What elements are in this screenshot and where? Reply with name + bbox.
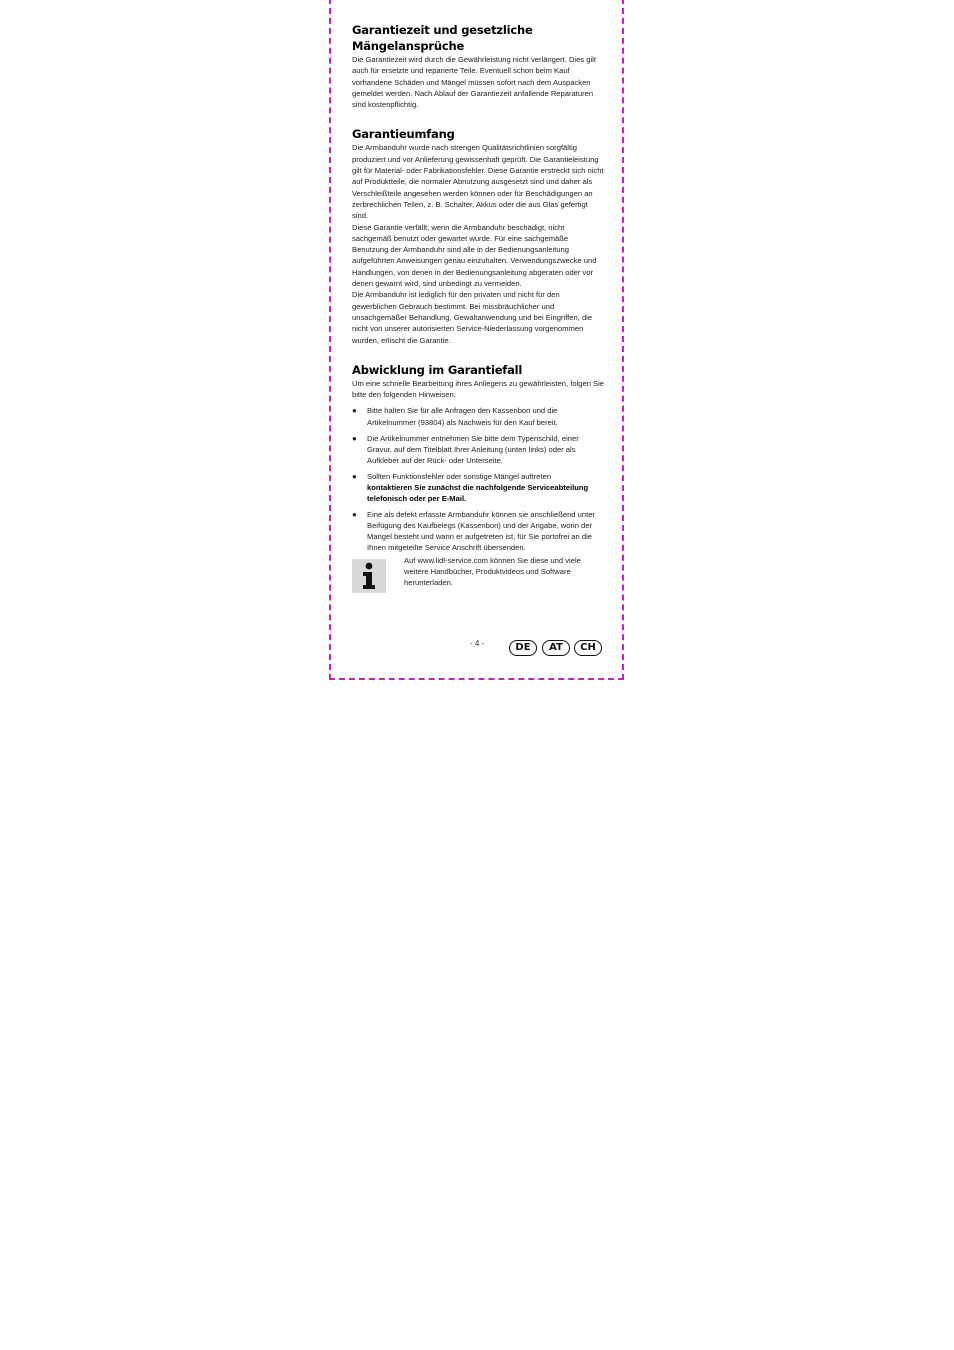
info-text: Auf www.lidl-service.com können Sie diese und viele weitere Handbücher, Produktvideos und Software herunterladen.: [404, 555, 581, 588]
instruction-list: [352, 405, 604, 553]
country-badge-de: DE: [509, 640, 537, 656]
paragraph: Die Armbanduhr wurde nach strengen Qualitätsrichtlinien sorgfältig produziert und vor Anlieferung gewissenhaft geprüft. Die Garantieleistung gilt für Material- oder Fabrikationsfehler. Diese Garantie erstreckt sich nicht auf Produktteile, die normaler Abnutzung ausgesetzt sind und daher als Verschleißteile angesehen werden können oder für Beschädigungen an zerbrechlichen Teilen, z. B. Schalter, Akkus oder die aus Glas gefertigt sind.: [352, 143, 604, 221]
country-badge-ch: CH: [574, 640, 602, 656]
section-intro: Um eine schnelle Bearbeitung ihres Anliegens zu gewährleisten, folgen Sie bitte den folgenden Hinweisen:: [352, 378, 605, 400]
paragraph: Diese Garantie verfällt, wenn die Armbanduhr beschädigt, nicht sachgemäß benutzt oder gewartet wurde. Für eine sachgemäße Benutzung der Armbanduhr sind alle in der Bedienungsanleitung aufgeführten Anweisungen genau einzuhalten. Verwendungszwecke und Handlungen, von denen in der Bedienungsanleitung abgeraten oder vor denen gewarnt wird, sind unbedingt zu vermeiden.: [352, 222, 597, 289]
bullet-icon: ●: [352, 510, 357, 520]
list-item: [352, 509, 604, 553]
bullet-icon: ●: [352, 471, 357, 481]
section-warranty-claim: [352, 362, 604, 595]
bullet-icon: ●: [352, 406, 357, 416]
section-heading: Abwicklung im Garantiefall: [352, 362, 523, 377]
paragraph: Die Armbanduhr ist lediglich für den privaten und nicht für den gewerblichen Gebrauch bestimmt. Bei missbräuchlicher und unsachgemäßer Behandlung, Gewaltanwendung und bei Eingriffen, die nicht von unserer autorisierten Service-Niederlassung vorgenommen wurden, erlischt die Garantie.: [352, 290, 593, 345]
list-item: [352, 405, 604, 427]
list-item: [352, 471, 604, 504]
section-warranty-period: [352, 22, 604, 110]
section-heading: Garantiezeit und gesetzliche Mängelansprüche: [352, 23, 533, 53]
list-item-bold-text: kontaktieren Sie zunächst die nachfolgende Serviceabteilung telefonisch oder per E-Mail.: [367, 482, 589, 504]
page-number: - 4 -: [470, 639, 485, 648]
list-item-text: Die Artikelnummer entnehmen Sie bitte dem Typenschild, einer Gravur, auf dem Titelblatt Ihrer Anleitung (unten links) oder als Aufkleber auf der Rück- oder Unterseite.: [367, 433, 579, 465]
section-heading: Garantieumfang: [352, 127, 455, 142]
list-item: [352, 433, 604, 466]
list-item-text: Bitte halten Sie für alle Anfragen den Kassenbon und die Artikelnummer (93804) als Nachweis für den Kauf bereit.: [367, 406, 558, 427]
info-icon: [352, 559, 386, 593]
country-badge-at: AT: [542, 640, 570, 656]
manual-page: [329, 0, 624, 680]
section-warranty-scope: [352, 126, 604, 345]
page-content: [352, 22, 604, 595]
page-footer: [331, 639, 622, 659]
bullet-icon: ●: [352, 433, 357, 443]
info-note: [352, 555, 604, 595]
list-item-text: Eine als defekt erfasste Armbanduhr können sie anschließend unter Beifügung des Kaufbelegs (Kassenbon) und der Angabe, worin der Mangel besteht und wann er aufgetreten ist, für Sie portofrei an die Ihnen mitgeteilte Service Anschrift übersenden.: [367, 510, 595, 553]
list-item-text: Sollten Funktionsfehler oder sonstige Mängel auftreten: [367, 471, 552, 481]
section-body: Die Garantiezeit wird durch die Gewährleistung nicht verlängert. Dies gilt auch für ersetzte und reparierte Teile. Eventuell schon beim Kauf vorhandene Schäden und Mängel müssen sofort nach dem Auspacken gemeldet werden. Nach Ablauf der Garantiezeit anfallende Reparaturen sind kostenpflichtig.: [352, 55, 596, 110]
